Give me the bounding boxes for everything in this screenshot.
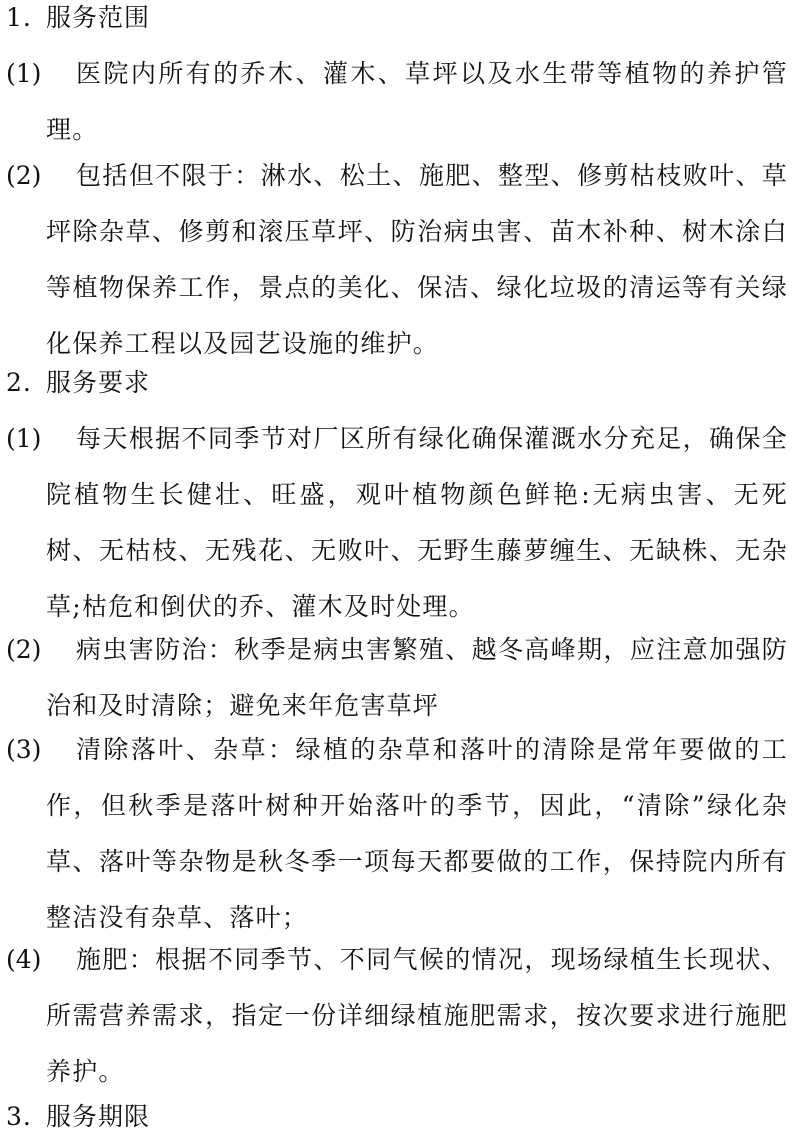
- section-heading: [6, 1101, 150, 1133]
- list-item: [6, 411, 788, 635]
- item-marker: (2): [6, 161, 42, 190]
- section-title: 服务要求: [46, 368, 151, 397]
- item-text: 医院内所有的乔木、灌木、草坪以及水生带等植物的养护管理。: [46, 59, 788, 144]
- list-item: [6, 148, 788, 372]
- section-number: 1.: [6, 3, 32, 32]
- item-text: 施肥：根据不同季节、不同气候的情况，现场绿植生长现状、所需营养需求，指定一份详细绿植施肥需求，按次要求进行施肥养护。: [46, 945, 788, 1086]
- list-item: [6, 46, 788, 158]
- list-item: [6, 722, 788, 946]
- list-item: [6, 622, 788, 734]
- section-title: 服务期限: [46, 1102, 151, 1131]
- section-number: 3.: [6, 1102, 32, 1131]
- item-marker: (1): [6, 424, 42, 453]
- section-title: 服务范围: [46, 3, 151, 32]
- section-heading: [6, 367, 150, 399]
- list-item: [6, 932, 788, 1100]
- item-marker: (1): [6, 59, 42, 88]
- item-text: 病虫害防治：秋季是病虫害繁殖、越冬高峰期，应注意加强防治和及时清除；避免来年危害草坪: [46, 635, 788, 720]
- item-text: 包括但不限于：淋水、松土、施肥、整型、修剪枯枝败叶、草坪除杂草、修剪和滚压草坪、防治病虫害、苗木补种、树木涂白等植物保养工作，景点的美化、保洁、绿化垃圾的清运等有关绿化保养工程以及园艺设施的维护。: [46, 161, 788, 358]
- section-heading: [6, 2, 150, 34]
- item-marker: (3): [6, 735, 42, 764]
- item-marker: (2): [6, 635, 42, 664]
- section-number: 2.: [6, 368, 32, 397]
- item-text: 每天根据不同季节对厂区所有绿化确保灌溉水分充足，确保全院植物生长健壮、旺盛，观叶植物颜色鲜艳:无病虫害、无死树、无枯枝、无残花、无败叶、无野生藤萝缠生、无缺株、无杂草;枯危和倒伏的乔、灌木及时处理。: [46, 424, 788, 621]
- item-text: 清除落叶、杂草：绿植的杂草和落叶的清除是常年要做的工作，但秋季是落叶树种开始落叶的季节，因此，“清除”绿化杂草、落叶等杂物是秋冬季一项每天都要做的工作，保持院内所有整洁没有杂草、落叶；: [46, 735, 788, 932]
- item-marker: (4): [6, 945, 42, 974]
